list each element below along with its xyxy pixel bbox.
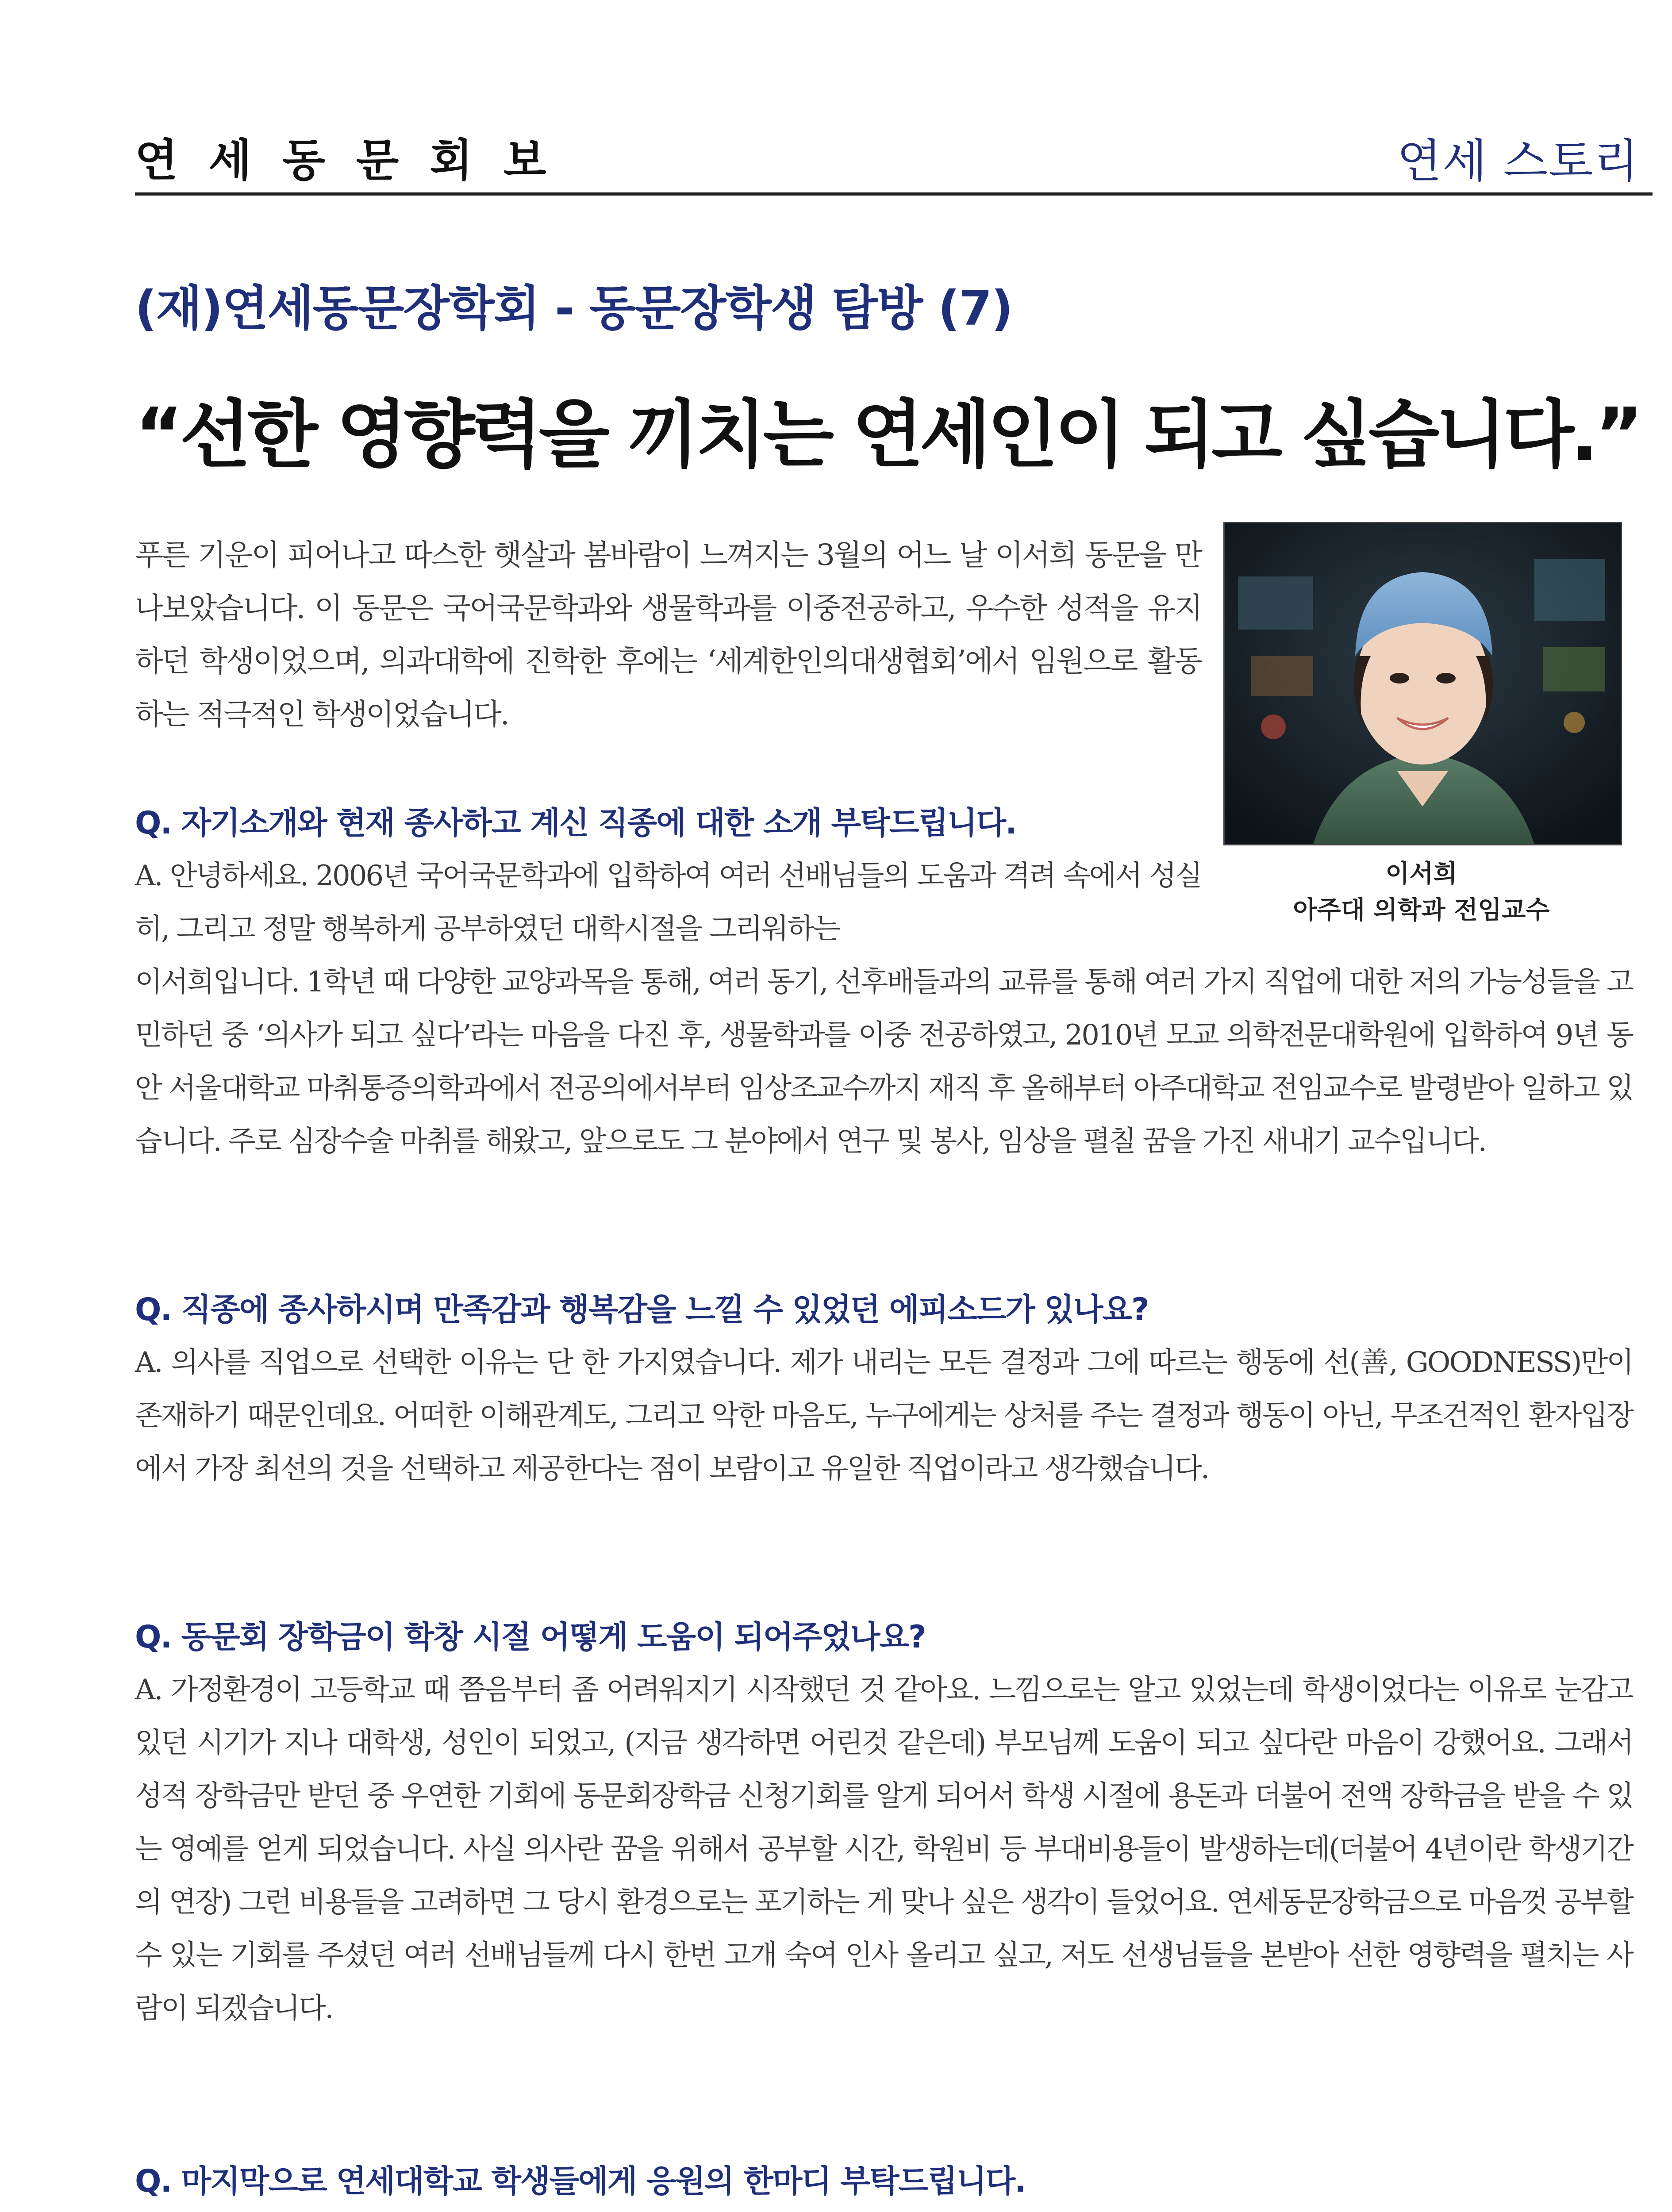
answer-1: 이서희입니다. 1학년 때 다양한 교양과목을 통해, 여러 동기, 선후배들과의 교류를 통해 여러 가지 직업에 대한 저의 가능성들을 고민하던 중 ‘의사가 되고 싶다’라는 마음을 다진 후, 생물학과를 이중 전공하였고, 2010년 모교 의학전문대학원에 입학하여 9년 동안 서울대학교 마취통증의학과에서 전공의에서부터 임상조교수까지 재직 후 올해부터 아주대학교 전임교수로 발령받아 일하고 있습니다. 주로 심장수술 마취를 해왔고, 앞으로도 그 분야에서 연구 및 봉사, 임상을 펼칠 꿈을 가진 새내기 교수입니다. [135, 966, 1633, 1158]
article-headline: “선한 영향력을 끼치는 연세인이 되고 싶습니다.” [135, 392, 1640, 478]
answer-1-intro: A. 안녕하세요. 2006년 국어국문학과에 입학하여 여러 선배님들의 도움과 격려 속에서 성실히, 그리고 정말 행복하게 공부하였던 대학시절을 그리워하는 [135, 860, 1201, 945]
caption-title: 아주대 의학과 전임교수 [1293, 896, 1550, 925]
answer-2: A. 의사를 직업으로 선택한 이유는 단 한 가지였습니다. 제가 내리는 모든 결정과 그에 따르는 행동에 선(善, GOODNESS)만이 존재하기 때문인데요. 어떠한 이해관계도, 그리고 악한 마음도, 누구에게는 상처를 주는 결정과 행동이 아닌, 무조건적인 환자입장에서 가장 최선의 것을 선택하고 제공한다는 점이 보람이고 유일한 직업이라고 생각했습니다. [135, 1346, 1633, 1485]
question-4: Q. 마지막으로 연세대학교 학생들에게 응원의 한마디 부탁드립니다. [135, 2163, 1026, 2199]
answer-4 [135, 2208, 1633, 2212]
qa-block-3 [135, 1610, 1633, 2035]
section-label: 연세 스토리 [1397, 134, 1639, 188]
article-lead: 푸른 기운이 피어나고 따스한 햇살과 봄바람이 느껴지는 3월의 어느 날 이서희 동문을 만나보았습니다. 이 동문은 국어국문학과와 생물학과를 이중전공하고, 우수한 성적을 유지하던 학생이었으며, 의과대학에 진학한 후에는 ‘세계한인의대생협회’에서 임원으로 활동하는 적극적인 학생이었습니다. [135, 538, 1201, 731]
question-1: Q. 자기소개와 현재 종사하고 계신 직종에 대한 소개 부탁드립니다. [135, 805, 1016, 841]
question-2: Q. 직종에 종사하시며 만족감과 행복감을 느낄 수 있었던 에피소드가 있나요? [135, 1291, 1149, 1328]
qa-block-1 [135, 796, 1633, 1168]
masthead-logo: 연세동문회보 [135, 134, 577, 186]
series-title: (재)연세동문장학회 - 동문장학생 탐방 (7) [135, 281, 1012, 336]
qa-block-4 [135, 2154, 1633, 2212]
page-header [135, 119, 1639, 199]
answer-3: A. 가정환경이 고등학교 때 쯤음부터 좀 어려워지기 시작했던 것 같아요. 느낌으로는 알고 있었는데 학생이었다는 이유로 눈감고 있던 시기가 지나 대학생, 성인이 되었고, (지금 생각하면 어린것 같은데) 부모님께 도움이 되고 싶다란 마음이 강했어요. 그래서 성적 장학금만 받던 중 우연한 기회에 동문회장학금 신청기회를 알게 되어서 학생 시절에 용돈과 더불어 전액 장학금을 받을 수 있는 영예를 얻게 되었습니다. 사실 의사란 꿈을 위해서 공부할 시간, 학원비 등 부대비용들이 발생하는데(더불어 4년이란 학생기간의 연장) 그런 비용들을 고려하면 그 당시 환경으로는 포기하는 게 맞나 싶은 생각이 들었어요. 연세동문장학금으로 마음껏 공부할 수 있는 기회를 주셨던 여러 선배님들께 다시 한번 고개 숙여 인사 올리고 싶고, 저도 선생님들을 본받아 선한 영향력을 펼치는 사람이 되겠습니다. [135, 1674, 1633, 2025]
caption-name: 이서희 [1385, 860, 1457, 888]
qa-block-2 [135, 1283, 1633, 1495]
header-divider [135, 192, 1653, 196]
question-3: Q. 동문회 장학금이 학창 시절 어떻게 도움이 되어주었나요? [135, 1619, 926, 1655]
